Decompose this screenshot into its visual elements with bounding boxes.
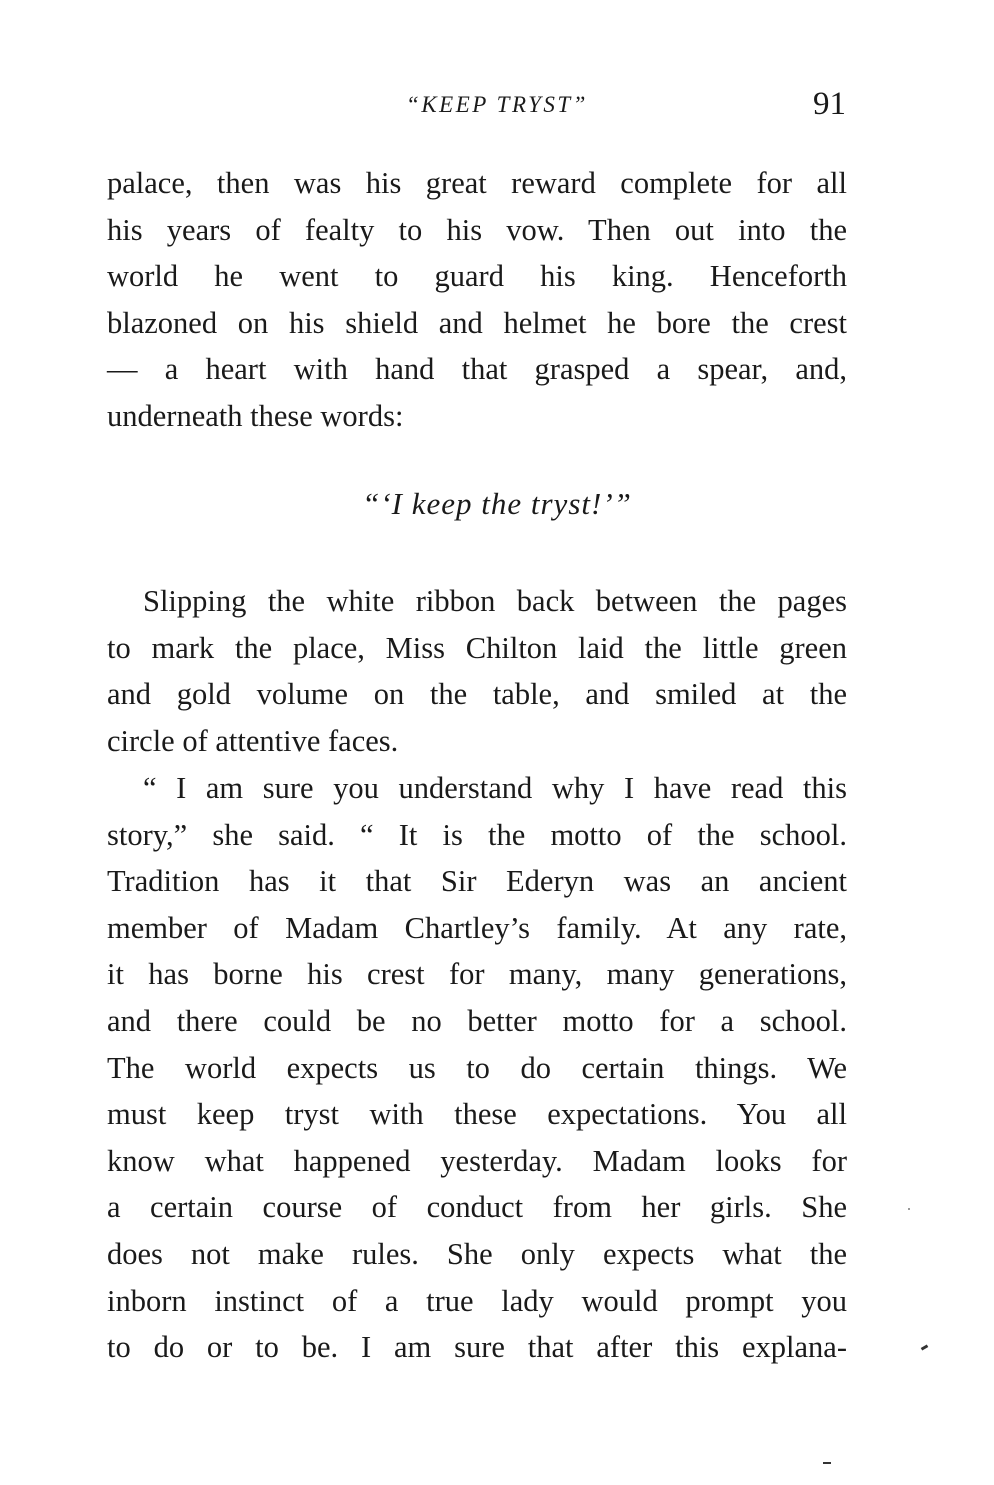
text-line: “ I am sure you understand why I have read this bbox=[143, 771, 847, 805]
paragraph-3 bbox=[107, 765, 847, 1371]
text-line: — a heart with hand that grasped a spear, and, bbox=[107, 352, 847, 387]
text-line: member of Madam Chartley’s family. At any rate, bbox=[107, 910, 847, 945]
motto-quote: “‘I keep the tryst!’” bbox=[362, 486, 632, 521]
text-line: blazoned on his shield and helmet he bore the crest bbox=[107, 305, 847, 340]
text-line: and gold volume on the table, and smiled at the bbox=[107, 677, 847, 712]
text-line: and there could be no better motto for a school. bbox=[107, 1003, 847, 1038]
text-line: Slipping the white ribbon back between the pages bbox=[143, 584, 847, 618]
running-title: “KEEP TRYST” bbox=[406, 92, 588, 117]
scan-speck bbox=[823, 1462, 831, 1464]
text-line: know what happened yesterday. Madam looks for bbox=[107, 1143, 847, 1178]
text-line: inborn instinct of a true lady would prompt you bbox=[107, 1283, 847, 1318]
text-line: story,” she said. “ It is the motto of the school. bbox=[107, 817, 847, 852]
text-line: his years of fealty to his vow. Then out into the bbox=[107, 212, 847, 247]
text-line: circle of attentive faces. bbox=[107, 723, 399, 758]
text-line: a certain course of conduct from her girls. She bbox=[107, 1190, 847, 1225]
text-line: it has borne his crest for many, many generations, bbox=[107, 957, 847, 992]
running-head bbox=[0, 86, 994, 136]
text-line: does not make rules. She only expects what the bbox=[107, 1236, 847, 1271]
scan-speck bbox=[908, 1208, 910, 1210]
text-line: world he went to guard his king. Henceforth bbox=[107, 259, 847, 294]
text-line: underneath these words: bbox=[107, 398, 404, 433]
text-line: must keep tryst with these expectations. You all bbox=[107, 1097, 847, 1132]
text-line: to do or to be. I am sure that after this explana- bbox=[107, 1330, 847, 1365]
paragraph-1 bbox=[107, 160, 847, 440]
scan-speck bbox=[921, 1344, 929, 1350]
text-line: to mark the place, Miss Chilton laid the little green bbox=[107, 630, 847, 665]
text-line: The world expects us to do certain things. We bbox=[107, 1050, 847, 1085]
paragraph-2 bbox=[107, 578, 847, 764]
text-line: palace, then was his great reward complete for all bbox=[107, 166, 847, 200]
page-number: 91 bbox=[813, 86, 846, 122]
text-line: Tradition has it that Sir Ederyn was an ancient bbox=[107, 864, 847, 899]
